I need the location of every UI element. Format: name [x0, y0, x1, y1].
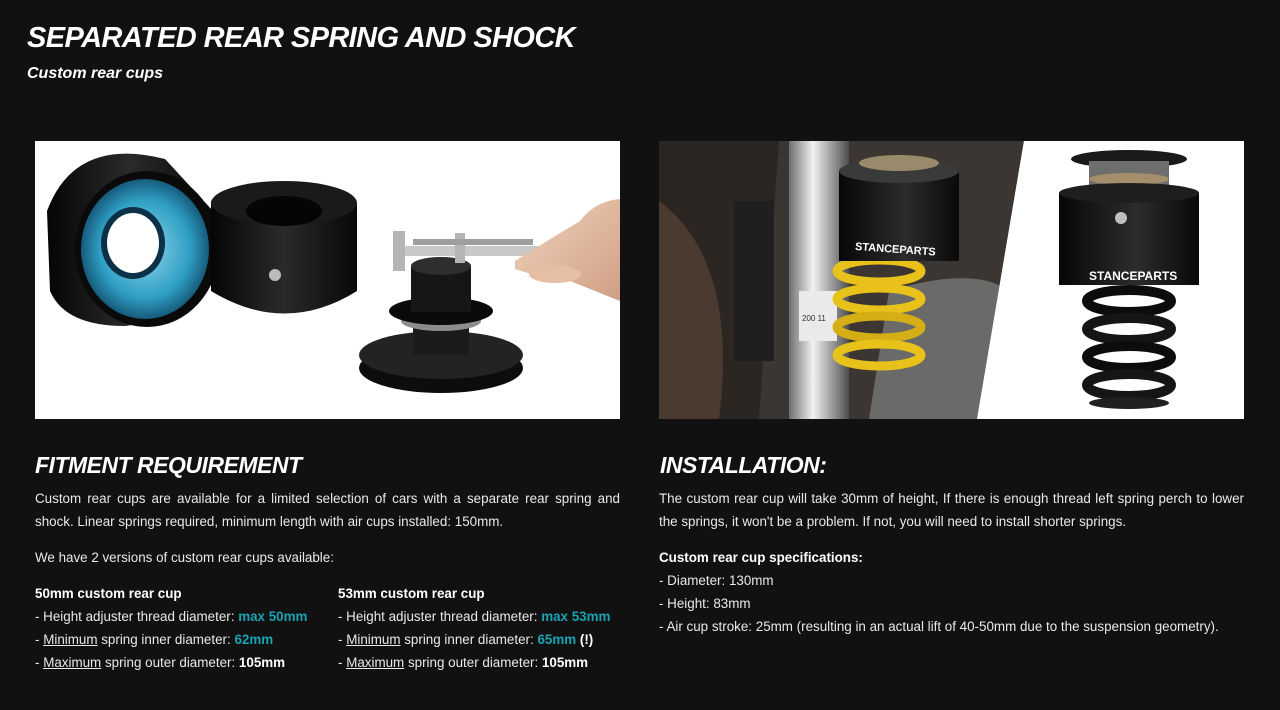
specifications-block — [659, 546, 1244, 638]
version-50mm — [35, 582, 335, 674]
fitment-intro: Custom rear cups are available for a limited selection of cars with a separate rear spring and shock. Linear springs required, minimum length with air cups installed: 150mm. — [35, 491, 620, 529]
specifications-title: Custom rear cup specifications: — [659, 550, 863, 565]
thread-label: - Height adjuster thread diameter: — [338, 609, 542, 624]
inner-value: 62mm — [234, 632, 274, 647]
inner-note: (!) — [576, 632, 594, 647]
version-53mm-thread — [338, 605, 628, 628]
outer-value: 105mm — [541, 655, 589, 670]
version-50mm-thread — [35, 605, 335, 628]
page-subtitle: Custom rear cups — [27, 65, 164, 82]
svg-text:200 11: 200 11 — [802, 314, 826, 323]
spec-diameter: - Diameter: 130mm — [659, 573, 774, 588]
brand-logo-installed: STANCEPARTS — [854, 240, 937, 259]
brand-logo-product: STANCEPARTS — [1089, 269, 1178, 283]
thread-value: max 53mm — [541, 609, 611, 624]
thread-label: - Height adjuster thread diameter: — [35, 609, 239, 624]
dash: - — [35, 632, 44, 647]
rear-cups-illustration — [35, 141, 620, 419]
installation-intro: The custom rear cup will take 30mm of height, If there is enough thread left spring perch to lower the springs, it won't be a problem. If not, you will need to install shorter springs. — [659, 491, 1244, 529]
maximum-label: Maximum — [43, 655, 102, 670]
inner-value: 65mm — [537, 632, 577, 647]
product-image-installed-cup — [659, 141, 1244, 419]
version-53mm-inner — [338, 628, 628, 651]
dash: - — [35, 655, 44, 670]
version-50mm-title: 50mm custom rear cup — [35, 586, 182, 601]
spec-height: - Height: 83mm — [659, 596, 751, 611]
product-image-rear-cups — [35, 141, 620, 419]
version-53mm — [338, 582, 628, 674]
version-50mm-inner — [35, 628, 335, 651]
outer-label: spring outer diameter: — [404, 655, 542, 670]
dash: - — [338, 655, 347, 670]
brand-logo-left: STANCEPARTS — [241, 311, 330, 325]
spec-stroke: - Air cup stroke: 25mm (resulting in an actual lift of 40-50mm due to the suspension geometry). — [659, 619, 1219, 634]
version-53mm-title: 53mm custom rear cup — [338, 586, 485, 601]
thread-value: max 50mm — [238, 609, 308, 624]
maximum-label: Maximum — [346, 655, 405, 670]
inner-label: spring inner diameter: — [400, 632, 538, 647]
dash: - — [338, 632, 347, 647]
installed-cup-illustration — [659, 141, 1244, 419]
version-50mm-outer — [35, 651, 335, 674]
fitment-versions-text: We have 2 versions of custom rear cups available: — [35, 550, 334, 565]
version-53mm-outer — [338, 651, 628, 674]
inner-label: spring inner diameter: — [97, 632, 235, 647]
outer-label: spring outer diameter: — [101, 655, 239, 670]
page-title: SEPARATED REAR SPRING AND SHOCK — [27, 22, 576, 54]
minimum-label: Minimum — [346, 632, 401, 647]
fitment-title: FITMENT REQUIREMENT — [35, 452, 302, 478]
minimum-label: Minimum — [43, 632, 98, 647]
outer-value: 105mm — [238, 655, 286, 670]
installation-title: INSTALLATION: — [660, 452, 827, 478]
